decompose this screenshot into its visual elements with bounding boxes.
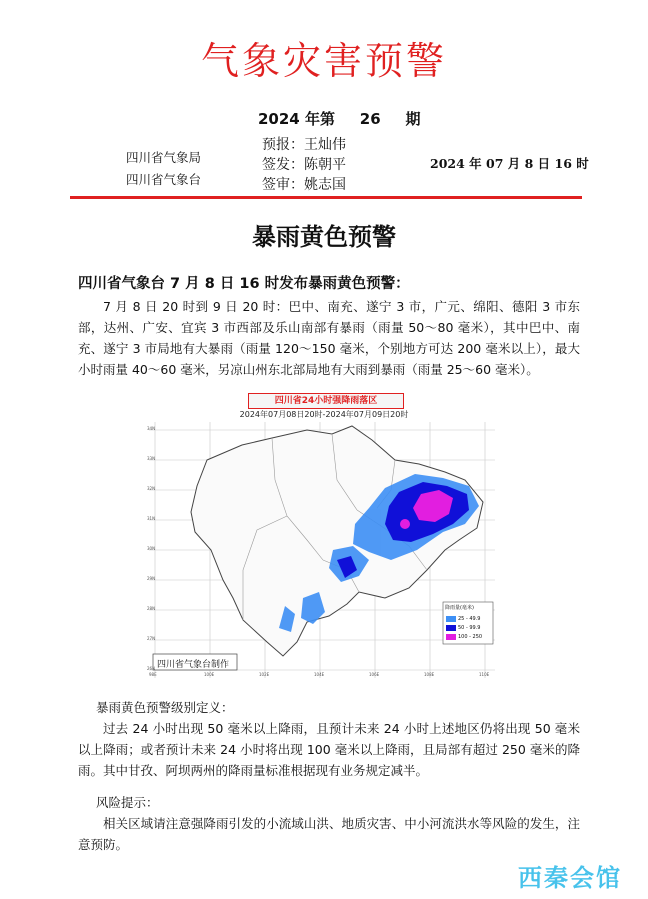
map-y-tick: 26N bbox=[147, 666, 156, 671]
issue-prefix: 2024 年第 bbox=[258, 110, 335, 128]
page-title: 暴雨黄色预警 bbox=[252, 223, 396, 251]
org-line-1: 四川省气象局 bbox=[126, 150, 202, 165]
map-y-tick: 29N bbox=[147, 576, 156, 581]
issue-date: 2024 年 07 月 8 日 16 时 bbox=[430, 156, 589, 171]
map-y-tick: 30N bbox=[147, 546, 156, 551]
map-x-tick: 110E bbox=[479, 672, 490, 677]
issue-suffix: 期 bbox=[405, 110, 421, 128]
signature-label: 签发： bbox=[262, 157, 304, 173]
issue-number bbox=[258, 108, 420, 129]
map-x-tick: 106E bbox=[369, 672, 380, 677]
signature-forecaster bbox=[262, 135, 346, 155]
legend-swatch-1 bbox=[446, 616, 456, 622]
legend-swatch-2 bbox=[446, 625, 456, 631]
map-x-tick: 98E bbox=[149, 672, 157, 677]
legend-label-3: 100 - 250 bbox=[458, 634, 483, 640]
legend-label-2: 50 - 99.9 bbox=[458, 625, 481, 631]
map-x-tick: 102E bbox=[259, 672, 270, 677]
risk-paragraph: 相关区域请注意强降雨引发的小流域山洪、地质灾害、中小河流洪水等风险的发生，注意预防。 bbox=[78, 816, 580, 852]
header-divider bbox=[70, 196, 582, 199]
forecast-paragraph: 7 月 8 日 20 时到 9 日 20 时：巴中、南充、遂宁 3 市，广元、绵阳、德阳 3 市东部，达州、广安、宜宾 3 市西部及乐山南部有暴雨（雨量 50～80 毫米），其中巴中、南充、遂宁 3 市局地有大暴雨（雨量 120～150 毫米，个别地方可达 200 毫米以上），最大小时雨量 40～60 毫米，另凉山州东北部局地有大雨到暴雨（雨量 25～60 毫米）。 bbox=[78, 299, 580, 377]
map-title: 四川省24小时强降雨落区 bbox=[248, 393, 404, 409]
legend-swatch-3 bbox=[446, 634, 456, 640]
issue-num: 26 bbox=[359, 110, 381, 128]
signature-label: 预报： bbox=[262, 137, 304, 153]
definition-paragraph: 过去 24 小时出现 50 毫米以上降雨，且预计未来 24 小时上述地区仍将出现 50 毫米以上降雨；或者预计未来 24 小时将出现 100 毫米以上降雨，且局部有超过 250 毫米的降雨。其中甘孜、阿坝两州的降雨量标准根据现有业务规定减半。 bbox=[78, 721, 580, 778]
warning-subhead: 四川省气象台 7 月 8 日 16 时发布暴雨黄色预警： bbox=[78, 276, 410, 292]
map-y-tick: 34N bbox=[147, 426, 156, 431]
watermark-logo: 西秦会馆 bbox=[518, 864, 622, 892]
signature-name: 陈朝平 bbox=[304, 157, 346, 173]
signature-name: 姚志国 bbox=[304, 177, 346, 193]
map-subtitle: 2024年07月08日20时-2024年07月09日20时 bbox=[239, 410, 409, 419]
rainfall-map bbox=[147, 420, 497, 680]
map-x-tick: 104E bbox=[314, 672, 325, 677]
masthead-title: 气象灾害预警 bbox=[200, 39, 447, 83]
org-line-2: 四川省气象台 bbox=[126, 172, 202, 187]
map-y-tick: 31N bbox=[147, 516, 156, 521]
signature-label: 签审： bbox=[262, 177, 304, 193]
risk-title: 风险提示： bbox=[96, 795, 159, 810]
map-y-tick: 32N bbox=[147, 486, 156, 491]
signature-reviewer bbox=[262, 175, 346, 195]
signature-issuer bbox=[262, 155, 346, 175]
map-y-tick: 33N bbox=[147, 456, 156, 461]
map-y-tick: 27N bbox=[147, 636, 156, 641]
map-credit: 四川省气象台制作 bbox=[157, 660, 230, 670]
map-x-tick: 100E bbox=[204, 672, 215, 677]
map-x-tick: 108E bbox=[424, 672, 435, 677]
definition-title: 暴雨黄色预警级别定义： bbox=[96, 700, 234, 715]
legend-title: 降雨量(毫米) bbox=[445, 605, 474, 611]
legend-label-1: 25 - 49.9 bbox=[458, 616, 481, 622]
signature-name: 王灿伟 bbox=[304, 137, 346, 153]
rainfall-map-svg bbox=[147, 420, 497, 680]
map-y-tick: 28N bbox=[147, 606, 156, 611]
